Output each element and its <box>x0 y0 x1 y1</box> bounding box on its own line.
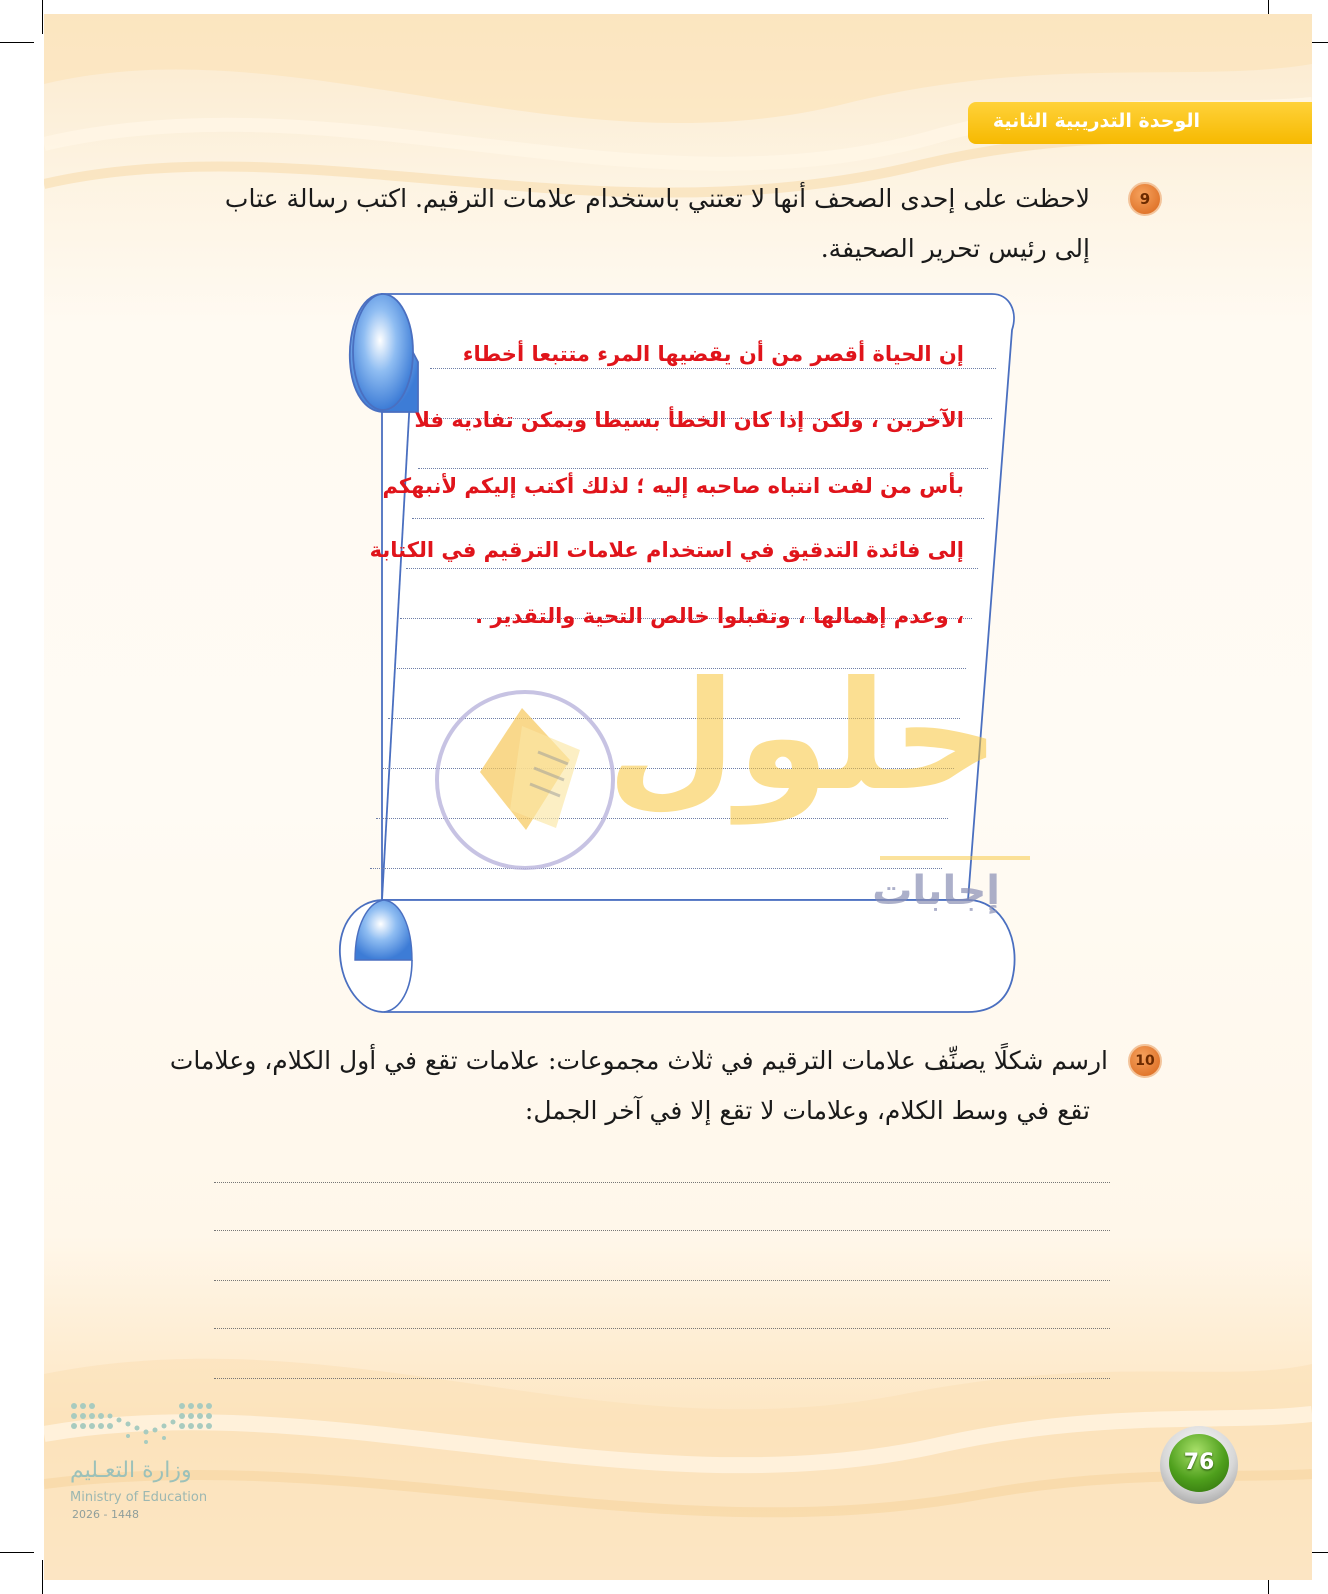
watermark-logo-icon <box>430 680 630 880</box>
answer-line-4: إلى فائدة التدقيق في استخدام علامات الترقيم في الكتابة <box>369 538 964 562</box>
answer-writing-line[interactable] <box>214 1280 1110 1281</box>
question-number-badge: 10 <box>1128 1044 1162 1078</box>
writing-line <box>418 468 988 469</box>
question-9-line-1: لاحظت على إحدى الصحف أنها لا تعتني باستخدام علامات الترقيم. اكتب رسالة عتاب <box>224 184 1090 213</box>
ministry-name-en: Ministry of Education <box>70 1490 208 1505</box>
ministry-name-ar: وزارة التعـليم <box>70 1458 192 1483</box>
page-number-badge <box>1160 1426 1238 1504</box>
watermark-rule <box>880 856 1030 860</box>
ministry-logo-icon <box>70 1402 220 1452</box>
edition-year: 2026 - 1448 <box>72 1508 139 1521</box>
writing-line <box>406 568 978 569</box>
question-10-line-2: تقع في وسط الكلام، وعلامات لا تقع إلا في آخر الجمل: <box>524 1096 1090 1125</box>
answer-line-1: إن الحياة أقصر من أن يقضيها المرء متتبعا أخطاء <box>462 342 964 366</box>
answer-writing-line[interactable] <box>214 1378 1110 1379</box>
question-10-line-1: ارسم شكلًا يصنِّف علامات الترقيم في ثلاث مجموعات: علامات تقع في أول الكلام، وعلامات <box>169 1046 1108 1075</box>
answer-line-3: بأس من لفت انتباه صاحبه إليه ؛ لذلك أكتب إليكم لأنبهكم <box>382 474 964 498</box>
answer-writing-line[interactable] <box>214 1182 1110 1183</box>
writing-line <box>430 368 996 369</box>
answer-line-2: الآخرين ، ولكن إذا كان الخطأ بسيطا ويمكن تفاديه فلا <box>414 408 964 432</box>
answer-writing-line[interactable] <box>214 1328 1110 1329</box>
answer-line-5: ، وعدم إهمالها ، وتقبلوا خالص التحية والتقدير . <box>475 604 964 628</box>
question-9-line-2: إلى رئيس تحرير الصحيفة. <box>820 234 1090 263</box>
question-number-badge: 9 <box>1128 182 1162 216</box>
page-number: 76 <box>1169 1434 1229 1492</box>
writing-line <box>412 518 984 519</box>
answer-writing-line[interactable] <box>214 1230 1110 1231</box>
unit-title: الوحدة التدريبية الثانية <box>992 110 1200 132</box>
watermark-sub: إجابات <box>872 868 1000 914</box>
watermark <box>420 650 1040 950</box>
watermark-brand: حلول <box>606 650 1000 824</box>
